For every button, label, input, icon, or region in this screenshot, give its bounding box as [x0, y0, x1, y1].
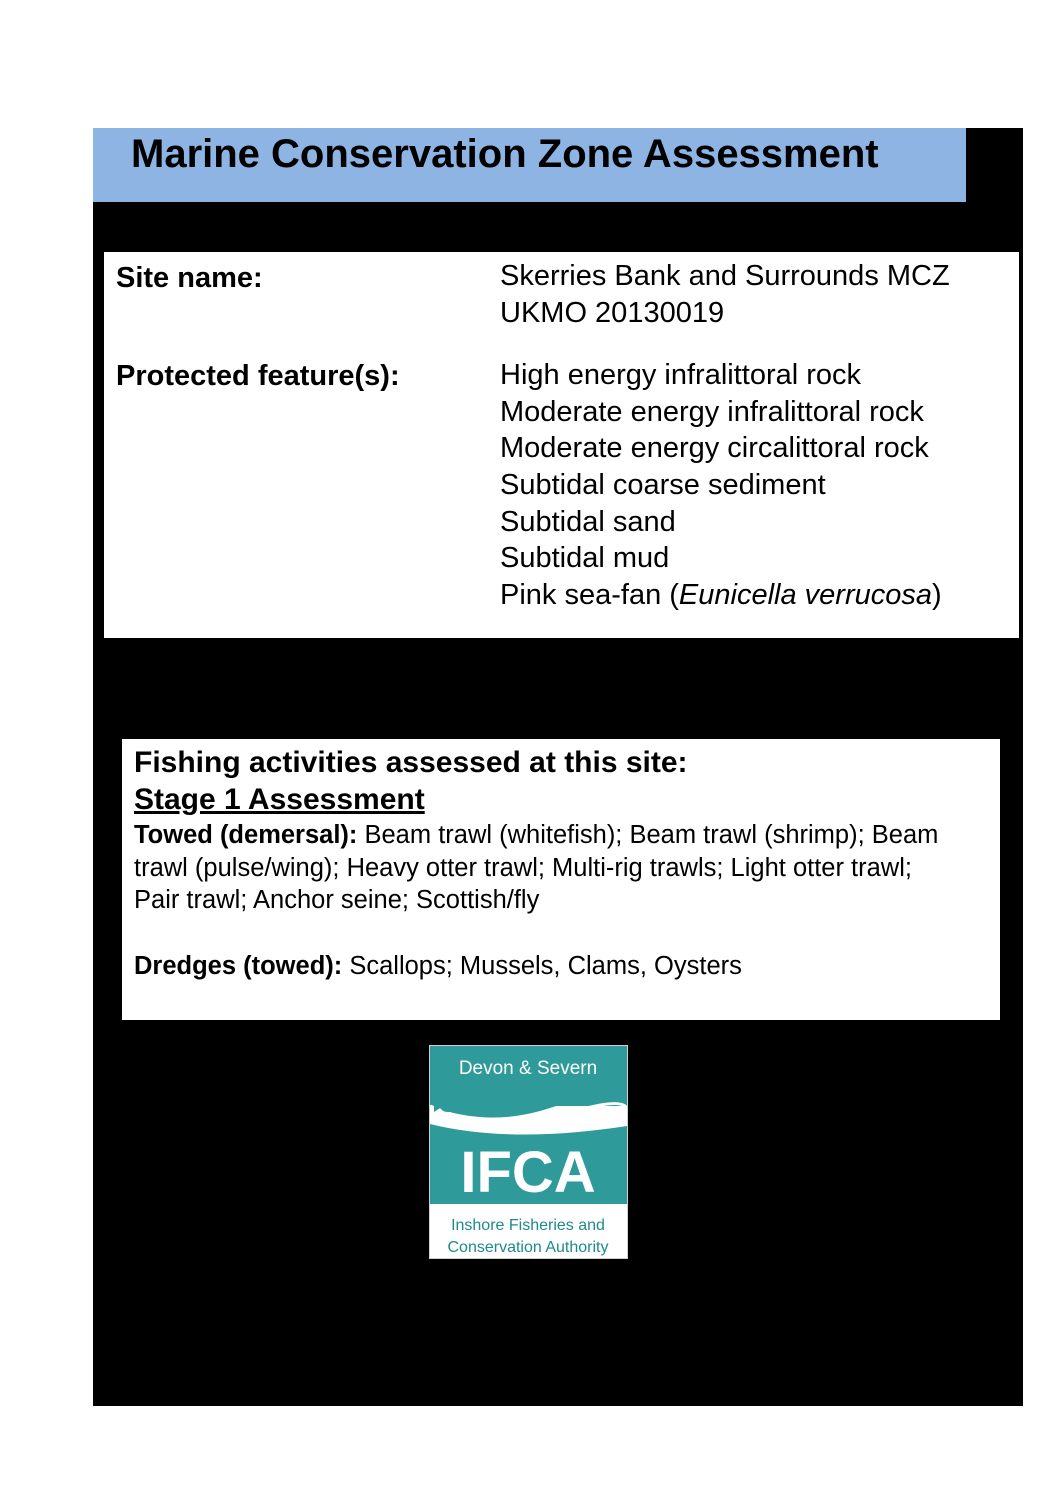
site-code-line: UKMO 20130019 — [500, 296, 725, 329]
feature-suffix: ) — [932, 579, 942, 612]
feature-item-sea-fan — [500, 577, 942, 614]
logo-line-1: Inshore Fisheries and — [451, 1217, 605, 1234]
site-name-label: Site name: — [116, 262, 263, 294]
stage-heading: Stage 1 Assessment — [134, 783, 425, 816]
activities-heading: Fishing activities assessed at this site: — [134, 746, 688, 779]
dredges-label: Dredges (towed): — [134, 952, 343, 980]
page-title: Marine Conservation Zone Assessment — [131, 132, 879, 176]
dredges-activities — [134, 950, 964, 983]
ifca-logo — [429, 1045, 628, 1259]
feature-item: Subtidal coarse sediment — [500, 469, 826, 502]
towed-text: Beam trawl (whitefish); Beam trawl (shrimp); Beam trawl (pulse/wing); Heavy otter trawl; Multi-rig trawls; Light otter trawl; Pair trawl; Anchor seine; Scottish/fly — [134, 821, 939, 915]
feature-item: Subtidal mud — [500, 542, 670, 575]
protected-features-label: Protected feature(s): — [116, 360, 400, 392]
feature-species-name: Eunicella verrucosa — [678, 579, 932, 612]
logo-top-text: Devon & Severn — [458, 1058, 598, 1079]
dredges-text: Scallops; Mussels, Clams, Oysters — [342, 952, 742, 980]
feature-item: Moderate energy infralittoral rock — [500, 395, 924, 428]
feature-item: High energy infralittoral rock — [500, 359, 862, 391]
feature-item: Subtidal sand — [500, 505, 676, 538]
site-name-line: Skerries Bank and Surrounds MCZ — [500, 260, 950, 292]
logo-acronym: IFCA — [460, 1140, 596, 1205]
ifca-logo-graphic — [430, 1046, 627, 1258]
feature-prefix: Pink sea-fan ( — [500, 579, 679, 612]
fish-icon — [441, 1104, 455, 1112]
towed-activities — [134, 819, 964, 917]
towed-label: Towed (demersal): — [134, 821, 358, 849]
logo-line-2: Conservation Authority — [447, 1239, 609, 1256]
protected-features-list — [500, 357, 942, 614]
site-name-value — [500, 258, 950, 331]
feature-item: Moderate energy circalittoral rock — [500, 432, 929, 465]
